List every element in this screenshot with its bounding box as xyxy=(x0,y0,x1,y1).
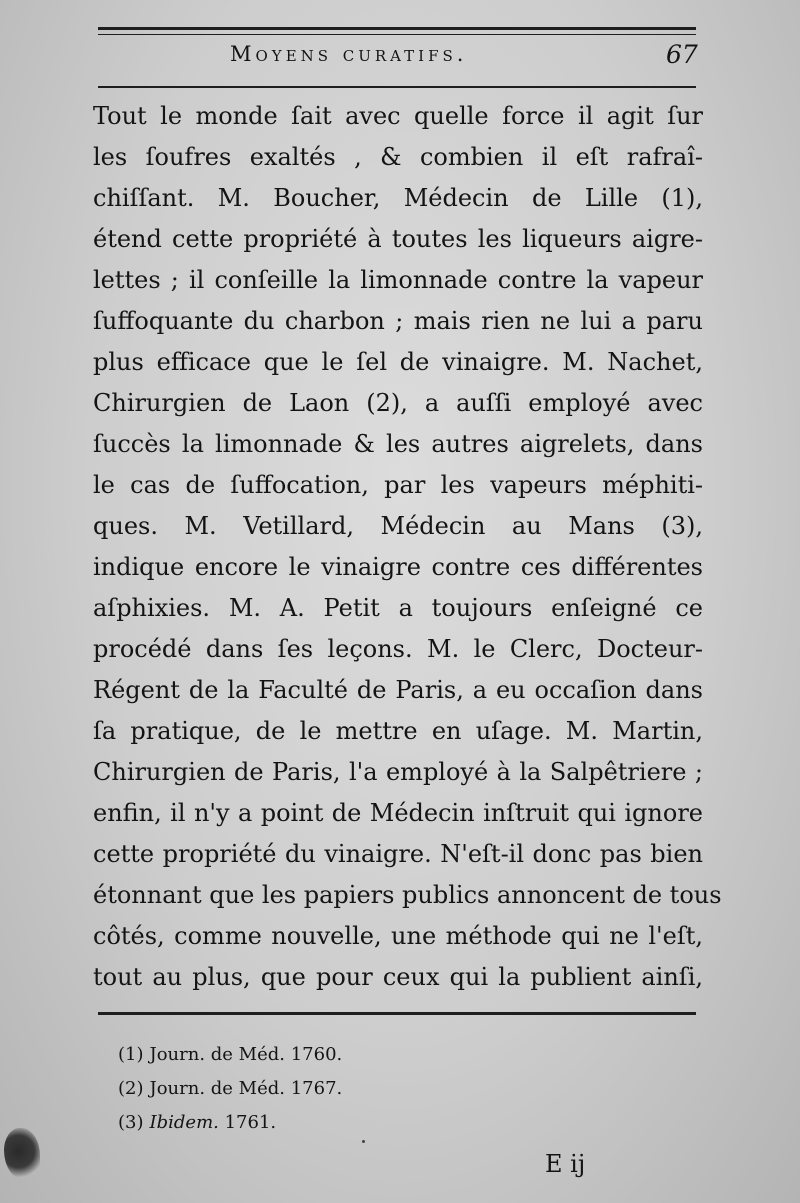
text-line: lettes ; il conſeille la limonnade contre la vapeur xyxy=(93,266,703,294)
top-double-rule-thin xyxy=(98,34,696,35)
footnote xyxy=(118,1038,342,1072)
text-line: ſa pratique, de le mettre en uſage. M. Martin, xyxy=(93,717,703,745)
footnote-mark: (3) xyxy=(118,1112,144,1133)
text-line: indique encore le vinaigre contre ces différentes xyxy=(93,553,703,581)
footnote xyxy=(118,1072,342,1106)
text-line: enfin, il n'y a point de Médecin inſtruit qui ignore xyxy=(93,799,703,827)
signature-mark: E ij xyxy=(545,1150,586,1178)
footnote-mark: (1) xyxy=(118,1044,144,1065)
text-line: ques. M. Vetillard, Médecin au Mans (3), xyxy=(93,512,703,540)
text-line: Régent de la Faculté de Paris, a eu occaſion dans xyxy=(93,676,703,704)
text-line: Chirurgien de Laon (2), a auſſi employé avec xyxy=(93,389,703,417)
paper-speck xyxy=(362,1140,365,1143)
text-line: plus efficace que le ſel de vinaigre. M. Nachet, xyxy=(93,348,703,376)
running-head: Moyens curatifs. xyxy=(230,42,468,66)
top-double-rule-thick xyxy=(98,27,696,30)
text-line: ſuffoquante du charbon ; mais rien ne lui a paru xyxy=(93,307,703,335)
text-line: Chirurgien de Paris, l'a employé à la Salpêtriere ; xyxy=(93,758,703,786)
text-line: cette propriété du vinaigre. N'eſt-il donc pas bien xyxy=(93,840,703,868)
text-line: ſuccès la limonnade & les autres aigrelets, dans xyxy=(93,430,703,458)
ink-blot xyxy=(4,1128,40,1180)
footnote-rule xyxy=(98,1012,696,1015)
text-line: chiſſant. M. Boucher, Médecin de Lille (1), xyxy=(93,184,703,212)
text-line: Tout le monde ſait avec quelle force il agit ſur xyxy=(93,102,703,130)
text-line: les ſoufres exaltés , & combien il eſt rafraî- xyxy=(93,143,703,171)
text-line: le cas de ſuffocation, par les vapeurs méphiti- xyxy=(93,471,703,499)
text-line: étonnant que les papiers publics annoncent de tous xyxy=(93,881,722,909)
page-number: 67 xyxy=(666,40,698,69)
text-line: étend cette propriété à toutes les liqueurs aigre- xyxy=(93,225,703,253)
text-line: procédé dans ſes leçons. M. le Clerc, Docteur- xyxy=(93,635,703,663)
footnotes xyxy=(118,1038,342,1140)
footnote-text: Journ. de Méd. 1767. xyxy=(149,1078,343,1099)
footnote-text: Journ. de Méd. 1760. xyxy=(149,1044,343,1065)
footnote-mark: (2) xyxy=(118,1078,144,1099)
footnote-text: 1761. xyxy=(218,1112,277,1133)
text-line: côtés, comme nouvelle, une méthode qui ne l'eſt, xyxy=(93,922,703,950)
text-line: aſphixies. M. A. Petit a toujours enſeigné ce xyxy=(93,594,703,622)
body-text xyxy=(93,96,722,998)
footnote-text-italic: Ibidem. xyxy=(149,1112,219,1133)
header-rule xyxy=(98,86,696,88)
footnote xyxy=(118,1106,342,1140)
text-line: tout au plus, que pour ceux qui la publient ainſi, xyxy=(93,963,703,991)
